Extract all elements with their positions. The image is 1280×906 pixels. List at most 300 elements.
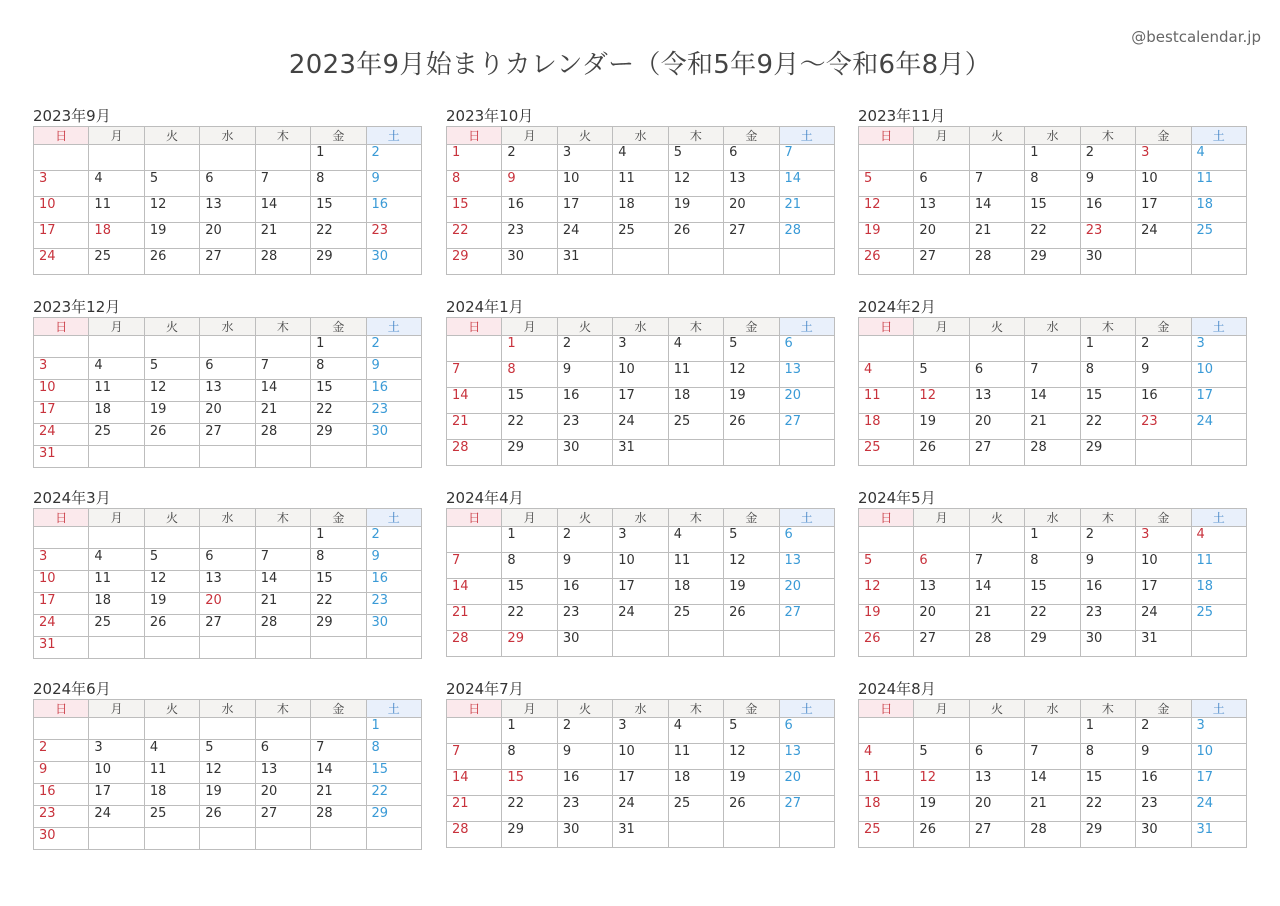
day-cell (1136, 440, 1191, 466)
day-cell: 11 (859, 770, 914, 796)
day-cell: 8 (311, 549, 366, 571)
day-cell: 28 (969, 249, 1024, 275)
day-cell: 19 (668, 197, 723, 223)
day-cell: 29 (1080, 440, 1135, 466)
day-cell: 27 (255, 806, 310, 828)
day-cell: 24 (613, 605, 668, 631)
day-cell: 24 (1191, 796, 1246, 822)
weekday-header: 金 (311, 700, 366, 718)
day-cell: 20 (969, 414, 1024, 440)
day-cell: 31 (613, 440, 668, 466)
weekday-header: 日 (447, 318, 502, 336)
day-cell: 24 (1136, 223, 1191, 249)
day-cell: 12 (914, 388, 969, 414)
day-cell: 9 (366, 549, 421, 571)
day-cell: 21 (1025, 414, 1080, 440)
day-cell: 15 (1080, 388, 1135, 414)
day-cell (859, 336, 914, 362)
day-cell: 27 (969, 440, 1024, 466)
day-cell: 22 (447, 223, 502, 249)
day-cell: 14 (779, 171, 834, 197)
day-cell: 14 (1025, 770, 1080, 796)
day-cell: 17 (557, 197, 612, 223)
day-cell: 2 (366, 527, 421, 549)
day-cell: 27 (779, 796, 834, 822)
weekday-header: 金 (1136, 318, 1191, 336)
day-cell: 15 (502, 388, 557, 414)
day-cell: 15 (1025, 197, 1080, 223)
day-cell: 8 (1025, 171, 1080, 197)
day-cell: 9 (34, 762, 89, 784)
day-cell (366, 637, 421, 659)
weekday-header: 木 (1080, 318, 1135, 336)
day-cell: 4 (668, 527, 723, 553)
weekday-header: 木 (1080, 700, 1135, 718)
day-cell: 15 (1080, 770, 1135, 796)
day-cell (1025, 718, 1080, 744)
day-cell: 21 (255, 223, 310, 249)
day-cell: 25 (859, 822, 914, 848)
day-cell: 22 (502, 796, 557, 822)
day-cell: 4 (859, 362, 914, 388)
day-cell (1136, 249, 1191, 275)
day-cell: 18 (859, 796, 914, 822)
day-cell (311, 446, 366, 468)
day-cell: 16 (1136, 770, 1191, 796)
day-cell: 23 (34, 806, 89, 828)
day-cell: 12 (859, 579, 914, 605)
day-cell (144, 527, 199, 549)
day-cell: 12 (724, 362, 779, 388)
month-calendar (33, 488, 422, 659)
day-cell: 23 (557, 605, 612, 631)
day-cell: 25 (89, 424, 144, 446)
day-cell: 5 (859, 171, 914, 197)
day-cell: 25 (144, 806, 199, 828)
day-cell: 2 (557, 336, 612, 362)
day-cell: 3 (1136, 145, 1191, 171)
day-cell (200, 637, 255, 659)
day-cell: 17 (1191, 388, 1246, 414)
day-cell: 30 (1080, 631, 1135, 657)
day-cell: 23 (557, 414, 612, 440)
day-cell: 4 (144, 740, 199, 762)
day-cell (311, 637, 366, 659)
day-cell: 22 (1025, 605, 1080, 631)
weekday-header: 月 (89, 318, 144, 336)
weekday-header: 月 (914, 700, 969, 718)
day-cell (914, 718, 969, 744)
day-cell: 9 (1080, 171, 1135, 197)
weekday-header: 土 (1191, 318, 1246, 336)
day-cell: 3 (557, 145, 612, 171)
day-cell: 14 (447, 579, 502, 605)
day-cell: 8 (502, 553, 557, 579)
day-cell: 12 (724, 744, 779, 770)
day-cell: 19 (200, 784, 255, 806)
day-cell: 28 (447, 822, 502, 848)
weekday-header: 月 (502, 127, 557, 145)
day-cell: 22 (502, 414, 557, 440)
day-cell: 31 (34, 637, 89, 659)
day-cell (969, 336, 1024, 362)
day-cell: 30 (1080, 249, 1135, 275)
weekday-header: 金 (311, 127, 366, 145)
day-cell: 31 (557, 249, 612, 275)
day-cell: 22 (311, 223, 366, 249)
weekday-header: 火 (557, 318, 612, 336)
weekday-header: 火 (557, 509, 612, 527)
weekday-header: 水 (200, 127, 255, 145)
day-cell: 12 (200, 762, 255, 784)
weekday-header: 木 (668, 318, 723, 336)
weekday-header: 火 (969, 700, 1024, 718)
day-cell: 28 (447, 631, 502, 657)
day-cell: 1 (502, 336, 557, 362)
day-cell: 29 (311, 249, 366, 275)
day-cell (200, 336, 255, 358)
day-cell (1191, 631, 1246, 657)
weekday-header: 水 (1025, 509, 1080, 527)
month-calendar (33, 106, 422, 275)
day-cell: 2 (366, 145, 421, 171)
day-cell: 20 (255, 784, 310, 806)
day-cell: 28 (447, 440, 502, 466)
day-cell: 3 (1136, 527, 1191, 553)
day-cell: 5 (144, 549, 199, 571)
day-cell: 21 (447, 414, 502, 440)
day-cell: 29 (502, 822, 557, 848)
day-cell: 20 (914, 605, 969, 631)
day-cell: 3 (34, 549, 89, 571)
day-cell: 17 (613, 388, 668, 414)
day-cell (144, 828, 199, 850)
day-cell: 21 (1025, 796, 1080, 822)
day-cell: 30 (557, 822, 612, 848)
weekday-header: 土 (366, 127, 421, 145)
day-cell: 17 (89, 784, 144, 806)
day-cell: 17 (613, 579, 668, 605)
day-cell: 14 (969, 197, 1024, 223)
day-cell (89, 446, 144, 468)
day-cell: 8 (311, 171, 366, 197)
day-cell: 5 (144, 171, 199, 197)
day-cell (366, 828, 421, 850)
day-cell (144, 145, 199, 171)
day-cell: 21 (969, 223, 1024, 249)
day-cell: 29 (447, 249, 502, 275)
weekday-header: 金 (724, 127, 779, 145)
weekday-header: 土 (779, 700, 834, 718)
day-cell: 16 (366, 380, 421, 402)
day-cell: 21 (969, 605, 1024, 631)
day-cell: 17 (1191, 770, 1246, 796)
weekday-header: 日 (447, 127, 502, 145)
day-cell: 25 (668, 605, 723, 631)
day-cell: 4 (668, 718, 723, 744)
day-cell: 19 (144, 223, 199, 249)
day-cell: 16 (34, 784, 89, 806)
month-title: 2024年2月 (858, 298, 936, 316)
day-cell: 23 (557, 796, 612, 822)
day-cell: 25 (859, 440, 914, 466)
day-cell: 9 (557, 362, 612, 388)
day-cell: 18 (89, 593, 144, 615)
day-cell: 27 (779, 605, 834, 631)
day-cell: 20 (779, 579, 834, 605)
day-cell: 27 (779, 414, 834, 440)
day-cell: 6 (255, 740, 310, 762)
day-cell: 13 (969, 770, 1024, 796)
day-cell: 3 (1191, 336, 1246, 362)
day-cell: 6 (914, 171, 969, 197)
day-cell (89, 637, 144, 659)
weekday-header: 水 (613, 127, 668, 145)
month-calendar (858, 679, 1247, 848)
day-cell: 27 (969, 822, 1024, 848)
day-cell: 11 (1191, 553, 1246, 579)
day-cell: 1 (1025, 527, 1080, 553)
day-cell (447, 336, 502, 362)
day-cell: 8 (366, 740, 421, 762)
weekday-header: 火 (144, 509, 199, 527)
day-cell: 8 (1080, 744, 1135, 770)
day-cell: 9 (1136, 744, 1191, 770)
month-title: 2024年5月 (858, 489, 936, 507)
weekday-header: 火 (144, 318, 199, 336)
day-cell: 19 (859, 223, 914, 249)
day-cell: 30 (557, 631, 612, 657)
weekday-header: 土 (366, 318, 421, 336)
month-calendar (858, 297, 1247, 466)
day-cell: 7 (447, 553, 502, 579)
day-cell: 13 (200, 380, 255, 402)
weekday-header: 土 (366, 700, 421, 718)
day-cell: 23 (366, 402, 421, 424)
month-title: 2024年8月 (858, 680, 936, 698)
day-cell (200, 718, 255, 740)
day-cell: 4 (859, 744, 914, 770)
day-cell: 1 (311, 336, 366, 358)
day-cell: 22 (502, 605, 557, 631)
weekday-header: 日 (34, 700, 89, 718)
day-cell: 9 (557, 744, 612, 770)
day-cell: 26 (724, 414, 779, 440)
day-cell: 12 (859, 197, 914, 223)
day-cell: 14 (447, 388, 502, 414)
day-cell: 5 (914, 362, 969, 388)
day-cell: 10 (1136, 553, 1191, 579)
day-cell: 25 (1191, 223, 1246, 249)
day-cell: 25 (668, 414, 723, 440)
day-cell: 13 (914, 197, 969, 223)
day-cell: 8 (447, 171, 502, 197)
day-cell (613, 249, 668, 275)
day-cell: 29 (1025, 631, 1080, 657)
day-cell: 9 (1136, 362, 1191, 388)
day-cell: 2 (557, 718, 612, 744)
day-cell: 7 (1025, 744, 1080, 770)
day-cell: 2 (1080, 527, 1135, 553)
day-cell: 25 (89, 249, 144, 275)
day-cell: 21 (255, 593, 310, 615)
day-cell: 26 (668, 223, 723, 249)
day-cell: 21 (311, 784, 366, 806)
day-cell (255, 718, 310, 740)
day-cell: 10 (34, 197, 89, 223)
day-cell: 15 (502, 770, 557, 796)
weekday-header: 日 (447, 700, 502, 718)
day-cell: 5 (914, 744, 969, 770)
month-calendar (446, 488, 835, 657)
day-cell (859, 145, 914, 171)
day-cell: 1 (1080, 718, 1135, 744)
day-cell: 16 (502, 197, 557, 223)
day-cell: 24 (613, 796, 668, 822)
weekday-header: 火 (969, 509, 1024, 527)
day-cell: 6 (724, 145, 779, 171)
day-cell: 9 (366, 171, 421, 197)
day-cell: 12 (914, 770, 969, 796)
day-cell: 12 (724, 553, 779, 579)
day-cell: 24 (613, 414, 668, 440)
day-cell (255, 828, 310, 850)
day-cell: 19 (859, 605, 914, 631)
day-cell: 12 (668, 171, 723, 197)
day-cell: 28 (255, 424, 310, 446)
day-cell: 18 (613, 197, 668, 223)
day-cell: 22 (311, 402, 366, 424)
day-cell: 10 (34, 571, 89, 593)
day-cell: 25 (613, 223, 668, 249)
day-cell (89, 718, 144, 740)
day-cell: 20 (200, 593, 255, 615)
day-cell (311, 828, 366, 850)
day-cell (200, 446, 255, 468)
day-cell: 6 (200, 358, 255, 380)
day-cell: 6 (200, 549, 255, 571)
day-cell: 26 (914, 440, 969, 466)
day-cell: 12 (144, 197, 199, 223)
day-cell: 11 (668, 744, 723, 770)
weekday-header: 日 (859, 127, 914, 145)
day-cell: 15 (1025, 579, 1080, 605)
day-cell: 28 (969, 631, 1024, 657)
day-cell: 8 (502, 362, 557, 388)
weekday-header: 月 (502, 700, 557, 718)
weekday-header: 金 (724, 509, 779, 527)
weekday-header: 金 (724, 700, 779, 718)
day-cell: 26 (144, 249, 199, 275)
day-cell: 4 (1191, 145, 1246, 171)
day-cell: 5 (724, 336, 779, 362)
day-cell (34, 145, 89, 171)
day-cell (914, 336, 969, 362)
day-cell: 30 (366, 424, 421, 446)
day-cell: 16 (1080, 197, 1135, 223)
day-cell (1191, 440, 1246, 466)
day-cell (89, 527, 144, 549)
day-cell (668, 631, 723, 657)
day-cell: 20 (200, 402, 255, 424)
day-cell: 16 (1080, 579, 1135, 605)
weekday-header: 土 (1191, 509, 1246, 527)
day-cell: 15 (366, 762, 421, 784)
weekday-header: 水 (613, 700, 668, 718)
weekday-header: 月 (914, 127, 969, 145)
day-cell: 8 (1025, 553, 1080, 579)
day-cell: 2 (502, 145, 557, 171)
day-cell: 3 (34, 358, 89, 380)
day-cell: 25 (89, 615, 144, 637)
day-cell: 16 (366, 571, 421, 593)
weekday-header: 日 (447, 509, 502, 527)
weekday-header: 水 (613, 509, 668, 527)
day-cell (724, 249, 779, 275)
day-cell: 24 (557, 223, 612, 249)
day-cell: 11 (144, 762, 199, 784)
weekday-header: 土 (779, 318, 834, 336)
day-cell (779, 822, 834, 848)
day-cell: 20 (779, 388, 834, 414)
day-cell: 15 (311, 197, 366, 223)
day-cell: 10 (613, 362, 668, 388)
day-cell (969, 527, 1024, 553)
month-calendar (858, 488, 1247, 657)
day-cell (668, 249, 723, 275)
day-cell: 9 (557, 553, 612, 579)
day-cell: 7 (311, 740, 366, 762)
day-cell: 24 (1191, 414, 1246, 440)
day-cell (613, 631, 668, 657)
day-cell: 26 (859, 249, 914, 275)
month-title: 2024年6月 (33, 680, 111, 698)
day-cell: 26 (914, 822, 969, 848)
day-cell: 28 (779, 223, 834, 249)
month-title: 2024年7月 (446, 680, 524, 698)
day-cell: 20 (914, 223, 969, 249)
day-cell: 7 (255, 549, 310, 571)
day-cell: 3 (34, 171, 89, 197)
day-cell (200, 828, 255, 850)
day-cell: 27 (200, 249, 255, 275)
day-cell: 5 (668, 145, 723, 171)
day-cell: 21 (779, 197, 834, 223)
day-cell: 30 (366, 249, 421, 275)
day-cell: 3 (89, 740, 144, 762)
weekday-header: 月 (502, 509, 557, 527)
day-cell: 27 (200, 424, 255, 446)
day-cell: 6 (779, 718, 834, 744)
weekday-header: 木 (668, 509, 723, 527)
day-cell (779, 440, 834, 466)
day-cell: 17 (34, 402, 89, 424)
day-cell: 1 (502, 527, 557, 553)
day-cell: 24 (34, 424, 89, 446)
day-cell (144, 336, 199, 358)
day-cell (34, 718, 89, 740)
weekday-header: 火 (969, 318, 1024, 336)
day-cell: 14 (255, 571, 310, 593)
day-cell: 26 (724, 796, 779, 822)
day-cell: 15 (502, 579, 557, 605)
day-cell (144, 718, 199, 740)
weekday-header: 火 (557, 127, 612, 145)
day-cell: 21 (447, 796, 502, 822)
weekday-header: 水 (200, 509, 255, 527)
day-cell (447, 718, 502, 744)
day-cell: 6 (914, 553, 969, 579)
